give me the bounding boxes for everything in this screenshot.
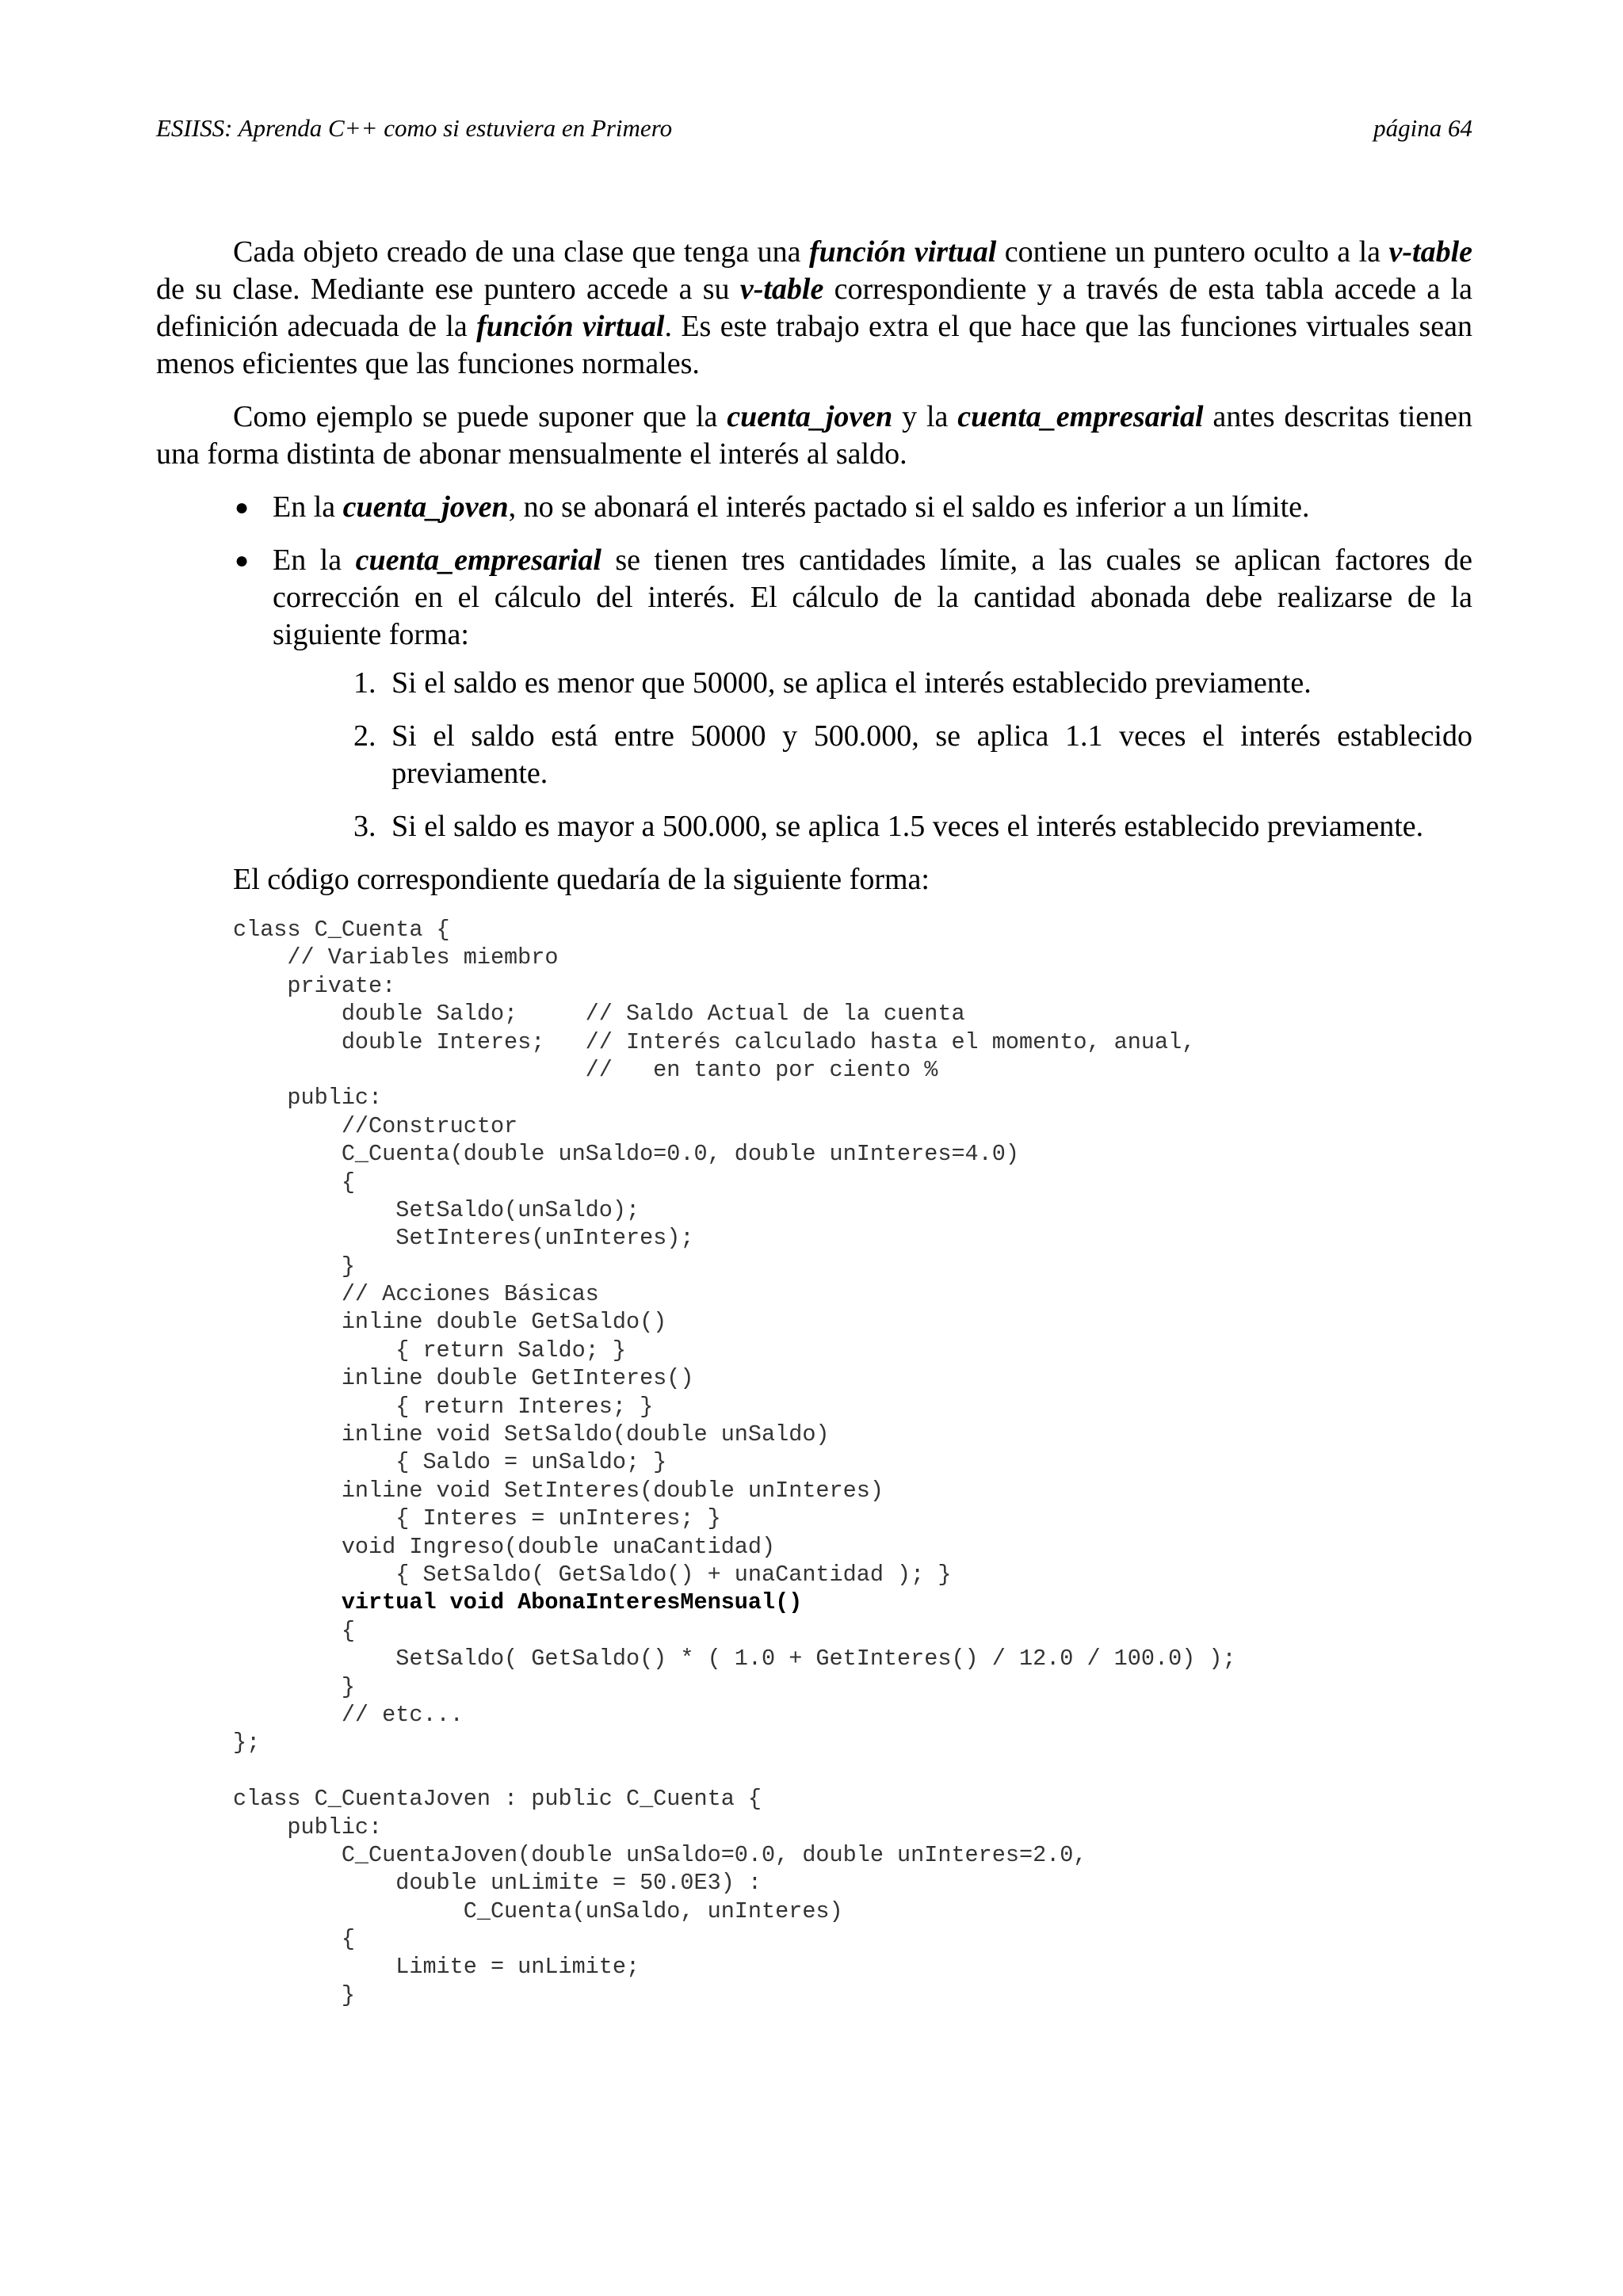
- code-line: { return Saldo; }: [233, 1337, 626, 1363]
- emphasis-text: función virtual: [476, 310, 665, 343]
- bullet-item: [235, 489, 1472, 526]
- emphasis-text: cuenta_empresarial: [355, 543, 601, 577]
- code-line: SetInteres(unInteres);: [233, 1225, 694, 1252]
- code-line: inline double GetSaldo(): [233, 1309, 667, 1336]
- header-title: ESIISS: Aprenda C++ como si estuviera en Primero: [156, 114, 673, 142]
- bullet-icon: ●: [235, 494, 250, 521]
- code-line: // Acciones Básicas: [233, 1281, 599, 1308]
- code-line: //Constructor: [233, 1112, 518, 1139]
- text-run: y la: [892, 400, 958, 433]
- code-line: private:: [233, 972, 396, 999]
- code-line: }: [233, 1673, 355, 1700]
- page-number: página 64: [1373, 114, 1472, 142]
- text-run: correspondiente y a través de esta tabla accede a la definición adecuada de la: [156, 273, 1472, 343]
- code-line: { SetSaldo( GetSaldo() + unaCantidad ); }: [233, 1561, 952, 1588]
- emphasis-text: función virtual: [808, 235, 997, 269]
- text-run: . Es este trabajo extra el que hace que las funciones virtuales sean menos eficientes que las funciones normales.: [156, 310, 1472, 380]
- code-line: { Interes = unInteres; }: [233, 1505, 721, 1532]
- text-run: de su clase. Mediante ese puntero accede a su: [156, 273, 740, 306]
- code-line: {: [233, 1617, 355, 1644]
- paragraph: [156, 399, 1472, 473]
- code-line: SetSaldo(unSaldo);: [233, 1196, 640, 1223]
- item-number: 3.: [353, 810, 376, 843]
- code-line: public:: [233, 1085, 383, 1112]
- item-text: Si el saldo es mayor a 500.000, se aplica 1.5 veces el interés establecido previamente.: [391, 810, 1424, 843]
- code-line: // en tanto por ciento %: [233, 1056, 938, 1083]
- code-line: class C_CuentaJoven : public C_Cuenta {: [233, 1786, 762, 1813]
- emphasis-text: v-table: [739, 273, 824, 306]
- code-line: }: [233, 1253, 355, 1280]
- code-line: C_Cuenta(unSaldo, unInteres): [233, 1897, 843, 1924]
- code-line: SetSaldo( GetSaldo() * ( 1.0 + GetInteres() / 12.0 / 100.0) );: [233, 1646, 1236, 1672]
- item-text: Si el saldo es menor que 50000, se aplica el interés establecido previamente.: [391, 666, 1312, 700]
- text-run: En la: [273, 490, 343, 524]
- text-run: contiene un puntero oculto a la: [996, 235, 1389, 269]
- code-line: // etc...: [233, 1701, 464, 1728]
- code-line: };: [233, 1730, 261, 1756]
- numbered-item: [353, 665, 1472, 702]
- code-block: [233, 916, 1472, 2009]
- text-run: se tienen tres cantidades límite, a las cuales se aplican factores de corrección en el cálculo del interés. El cálculo de la cantidad abonada debe realizarse de la siguiente forma:: [273, 543, 1473, 651]
- emphasis-text: cuenta_empresarial: [957, 400, 1204, 433]
- numbered-item: [353, 718, 1472, 792]
- code-line: class C_Cuenta {: [233, 917, 450, 943]
- item-number: 1.: [353, 666, 376, 700]
- emphasis-text: cuenta_joven: [342, 490, 509, 524]
- item-text: Si el saldo está entre 50000 y 500.000, se aplica 1.1 veces el interés establecido previamente.: [391, 719, 1472, 790]
- code-intro: El código correspondiente quedaría de la siguiente forma:: [233, 863, 930, 896]
- bullet-list: [156, 489, 1472, 845]
- code-line: double Interes; // Interés calculado hasta el momento, anual,: [233, 1028, 1196, 1055]
- code-line: {: [233, 1169, 355, 1196]
- bullet-item: [235, 542, 1473, 845]
- code-line: { return Interes; }: [233, 1393, 654, 1420]
- page-body: [156, 234, 1472, 2009]
- code-line: C_Cuenta(double unSaldo=0.0, double unInteres=4.0): [233, 1141, 1019, 1168]
- code-line: // Variables miembro: [233, 944, 559, 971]
- text-run: antes descritas tienen una forma distinta de abonar mensualmente el interés al saldo.: [156, 400, 1472, 471]
- code-line: C_CuentaJoven(double unSaldo=0.0, double unInteres=2.0,: [233, 1841, 1087, 1868]
- numbered-item: [353, 808, 1472, 845]
- code-line: }: [233, 1981, 355, 2008]
- emphasis-text: v-table: [1388, 235, 1472, 269]
- code-line: inline void SetSaldo(double unSaldo): [233, 1421, 830, 1448]
- text-run: Como ejemplo se puede suponer que la: [233, 400, 727, 433]
- text-run: , no se abonará el interés pactado si el saldo es inferior a un límite.: [508, 490, 1310, 524]
- bullet-text: [273, 490, 1310, 524]
- bullet-icon: ●: [235, 547, 250, 574]
- code-line: inline void SetInteres(double unInteres): [233, 1477, 884, 1504]
- emphasis-text: cuenta_joven: [727, 400, 893, 433]
- code-line: double Saldo; // Saldo Actual de la cuenta: [233, 1001, 965, 1028]
- code-line: virtual void AbonaInteresMensual(): [233, 1589, 803, 1616]
- code-line: Limite = unLimite;: [233, 1954, 640, 1981]
- code-line: { Saldo = unSaldo; }: [233, 1449, 667, 1476]
- code-line: [233, 1757, 1472, 1785]
- text-run: En la: [273, 543, 356, 577]
- text-run: Cada objeto creado de una clase que tenga una: [233, 235, 809, 269]
- code-line: void Ingreso(double unaCantidad): [233, 1533, 776, 1560]
- code-line: inline double GetInteres(): [233, 1365, 694, 1392]
- page-header: [156, 113, 1472, 144]
- code-line: {: [233, 1926, 355, 1953]
- code-line: double unLimite = 50.0E3) :: [233, 1870, 762, 1897]
- code-line: public:: [233, 1814, 383, 1840]
- numbered-list: [273, 665, 1472, 845]
- paragraph: [156, 234, 1472, 383]
- bullet-text: [273, 543, 1472, 651]
- item-number: 2.: [353, 719, 376, 753]
